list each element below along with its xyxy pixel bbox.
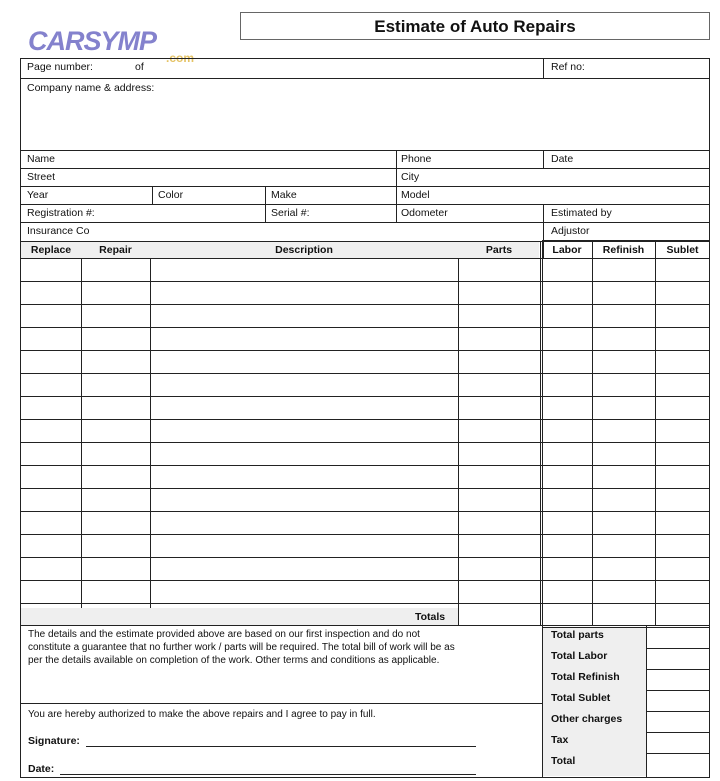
grid-line bbox=[265, 186, 266, 222]
registration-label: Registration #: bbox=[27, 207, 95, 219]
col-header-labor: Labor bbox=[552, 244, 582, 256]
signature-line[interactable] bbox=[86, 746, 476, 747]
item-row-line bbox=[20, 465, 710, 466]
grid-line bbox=[152, 186, 153, 204]
grid-line bbox=[396, 150, 397, 222]
grid-line bbox=[20, 168, 710, 169]
summary-label-total-labor: Total Labor bbox=[551, 650, 608, 662]
grid-line bbox=[150, 241, 151, 608]
grid-line bbox=[543, 58, 544, 78]
model-label: Model bbox=[401, 189, 430, 201]
grid-line bbox=[646, 625, 647, 778]
grid-line bbox=[20, 78, 710, 79]
grid-line bbox=[20, 186, 710, 187]
summary-label-other-charges: Other charges bbox=[551, 713, 623, 725]
page-title: Estimate of Auto Repairs bbox=[240, 12, 710, 40]
item-row-line bbox=[20, 580, 710, 581]
serial-label: Serial #: bbox=[271, 207, 310, 219]
item-row-line bbox=[20, 419, 710, 420]
item-row-line bbox=[20, 281, 710, 282]
col-header-repair: Repair bbox=[99, 244, 132, 256]
grid-line bbox=[20, 258, 710, 259]
totals-label: Totals bbox=[415, 611, 446, 623]
terms-line-1: The details and the estimate provided above are based on our first inspection and do not bbox=[28, 629, 420, 640]
odometer-label: Odometer bbox=[401, 207, 448, 219]
item-row-line bbox=[20, 396, 710, 397]
grid-line bbox=[81, 241, 82, 608]
estimated-by-label: Estimated by bbox=[551, 207, 612, 219]
item-row-line bbox=[20, 511, 710, 512]
page-number-label: Page number: bbox=[27, 61, 93, 73]
year-label: Year bbox=[27, 189, 49, 201]
item-row-line bbox=[20, 327, 710, 328]
name-label: Name bbox=[27, 153, 56, 165]
grid-line bbox=[543, 150, 544, 168]
city-label: City bbox=[401, 171, 420, 183]
item-row-line bbox=[20, 557, 710, 558]
item-row-line bbox=[20, 603, 710, 604]
grid-line bbox=[592, 241, 593, 625]
summary-label-tax: Tax bbox=[551, 734, 569, 746]
summary-label-total-sublet: Total Sublet bbox=[551, 692, 611, 704]
summary-label-total: Total bbox=[551, 755, 576, 767]
item-row-line bbox=[20, 488, 710, 489]
totals-row-bg bbox=[21, 608, 458, 625]
company-label: Company name & address: bbox=[27, 82, 155, 94]
summary-label-total-refinish: Total Refinish bbox=[551, 671, 620, 683]
grid-line bbox=[655, 241, 656, 625]
phone-label: Phone bbox=[401, 153, 432, 165]
page-of-label: of bbox=[135, 61, 144, 73]
make-label: Make bbox=[271, 189, 297, 201]
item-row-line bbox=[20, 373, 710, 374]
svg-text:CARSYMP: CARSYMP bbox=[28, 26, 157, 56]
date-field-label: Date bbox=[551, 153, 574, 165]
color-label: Color bbox=[158, 189, 184, 201]
terms-line-2: constitute a guarantee that no further work / parts will be required. The total bill of work will be as bbox=[28, 642, 455, 653]
terms-line-3: per the details available on completion of the work. Other terms and conditions as applicable. bbox=[28, 655, 440, 666]
adjustor-label: Adjustor bbox=[551, 225, 590, 237]
signature-label: Signature: bbox=[28, 735, 80, 747]
item-row-line bbox=[20, 304, 710, 305]
authorization-text: You are hereby authorized to make the above repairs and I agree to pay in full. bbox=[28, 709, 376, 720]
col-header-refinish: Refinish bbox=[602, 244, 645, 256]
date-label: Date: bbox=[28, 763, 55, 775]
summary-label-total-parts: Total parts bbox=[551, 629, 604, 641]
col-header-description: Description bbox=[275, 244, 333, 256]
col-header-parts: Parts bbox=[485, 244, 513, 256]
date-line[interactable] bbox=[60, 774, 476, 775]
col-header-replace: Replace bbox=[30, 244, 72, 256]
terms-text bbox=[28, 628, 455, 667]
grid-line bbox=[20, 703, 542, 704]
insurance-label: Insurance Co bbox=[27, 225, 90, 237]
grid-line bbox=[20, 204, 710, 205]
grid-line bbox=[20, 150, 710, 151]
grid-line bbox=[458, 241, 459, 625]
col-header-sublet: Sublet bbox=[666, 244, 699, 256]
ref-no-label: Ref no: bbox=[551, 61, 585, 73]
grid-line bbox=[540, 241, 541, 625]
street-label: Street bbox=[27, 171, 56, 183]
grid-line bbox=[20, 625, 542, 626]
item-row-line bbox=[20, 442, 710, 443]
item-row-line bbox=[20, 534, 710, 535]
item-row-line bbox=[20, 350, 710, 351]
grid-line bbox=[542, 241, 543, 625]
svg-text:.com: .com bbox=[166, 51, 195, 65]
grid-line bbox=[20, 222, 710, 223]
